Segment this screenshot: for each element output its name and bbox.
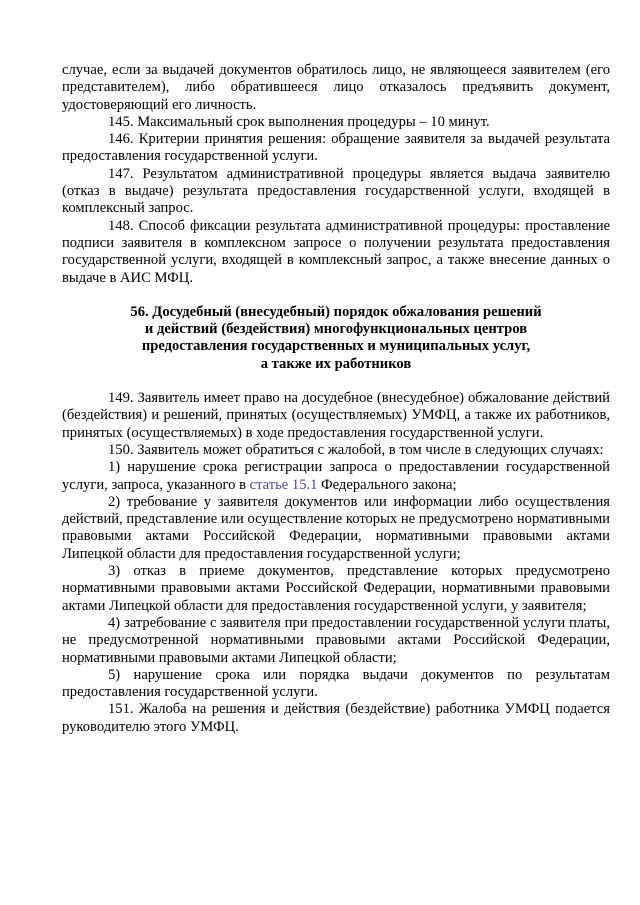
section-heading: [62, 304, 610, 373]
document-page: [62, 62, 610, 736]
section-heading-line: 56. Досудебный (внесудебный) порядок обжалования решений: [130, 303, 542, 320]
paragraph-146: 146. Критерии принятия решения: обращение заявителя за выдачей результата предоставления государственной услуги.: [62, 131, 610, 165]
section-heading-line: а также их работников: [260, 355, 412, 372]
section-heading-line: предоставления государственных и муниципальных услуг,: [141, 338, 531, 355]
list-item-3: 3) отказ в приеме документов, представление которых предусмотрено нормативными правовыми актами Российской Федерации, нормативными правовыми актами Липецкой области для предоставления государственной услуги, у заявителя;: [62, 563, 610, 614]
paragraph-149: 149. Заявитель имеет право на досудебное (внесудебное) обжалование действий (бездействия) и решений, принятых (осуществляемых) УМФЦ, а также их работников, принятых (осуществляемых) в ходе предоставления государственной услуги.: [62, 390, 610, 441]
list-item-1: [62, 459, 610, 494]
section-heading-line: и действий (бездействия) многофункциональных центров: [144, 321, 528, 338]
paragraph-151: 151. Жалоба на решения и действия (бездействие) работника УМФЦ подается руководителю этого УМФЦ.: [62, 701, 610, 735]
list-item-4: 4) затребование с заявителя при предоставлении государственной услуги платы, не предусмотренной нормативными правовыми актами Российской Федерации, нормативными правовыми актами Липецкой области;: [62, 614, 610, 666]
paragraph-continuation: случае, если за выдачей документов обратилось лицо, не являющееся заявителем (его представителем), либо обратившееся лицо отказалось предъявить документ, удостоверяющий его личность.: [62, 62, 610, 113]
list-item-1-text: 1) нарушение срока регистрации запроса о предоставлении государственной услуги, запроса, указанного в: [62, 459, 610, 493]
list-item-2: 2) требование у заявителя документов или информации либо осуществления действий, представление или осуществление которых не предусмотрено нормативными правовыми актами Российской Федерации, нормативными правовыми актами Липецкой области для предоставления государственной услуги;: [62, 493, 610, 562]
law-article-link[interactable]: статье 15.1: [249, 476, 318, 493]
paragraph-148: 148. Способ фиксации результата административной процедуры: проставление подписи заявителя в комплексном запросе о получении результата предоставления государственной услуги, входящей в комплексный запрос, а также внесение данных о выдаче в АИС МФЦ.: [62, 217, 610, 286]
paragraph-145: 145. Максимальный срок выполнения процедуры – 10 минут.: [108, 113, 490, 130]
list-item-1-tail: Федерального закона;: [317, 476, 457, 493]
paragraph-147: 147. Результатом административной процедуры является выдача заявителю (отказ в выдаче) результата предоставления государственной услуги, входящей в комплексный запрос.: [62, 165, 610, 217]
paragraph-150: 150. Заявитель может обратиться с жалобой, в том числе в следующих случаях:: [108, 441, 604, 458]
list-item-5: 5) нарушение срока или порядка выдачи документов по результатам предоставления государственной услуги.: [62, 666, 610, 701]
